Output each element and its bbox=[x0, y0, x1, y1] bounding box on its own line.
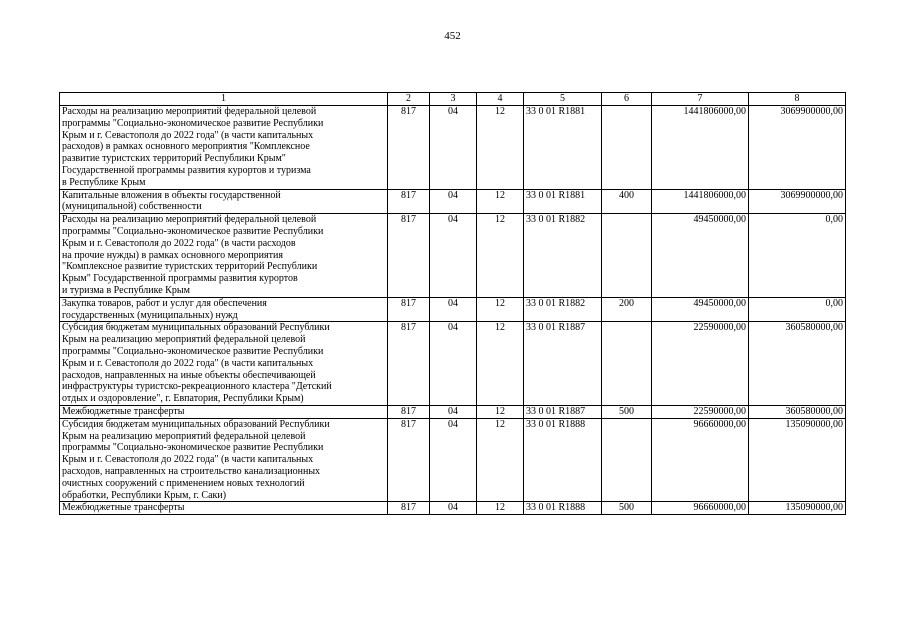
amount-year-2: 360580000,00 bbox=[749, 405, 846, 418]
section-code: 04 bbox=[430, 322, 477, 406]
target-article-code: 33 0 01 R1887 bbox=[524, 405, 602, 418]
target-article-code: 33 0 01 R1888 bbox=[524, 502, 602, 515]
row-description bbox=[60, 322, 388, 406]
column-header-2: 2 bbox=[388, 93, 430, 106]
ministry-code: 817 bbox=[388, 502, 430, 515]
amount-year-1: 96660000,00 bbox=[652, 418, 749, 502]
page-number: 452 bbox=[444, 30, 461, 42]
description-line: и туризма в Республике Крым bbox=[62, 284, 190, 296]
budget-table bbox=[59, 92, 846, 515]
subsection-code: 12 bbox=[477, 189, 524, 214]
description-line: Расходы на реализацию мероприятий федеральной целевой bbox=[62, 106, 317, 117]
target-article-code: 33 0 01 R1887 bbox=[524, 322, 602, 406]
column-header-4: 4 bbox=[477, 93, 524, 106]
table-row bbox=[60, 106, 846, 190]
column-header-3: 3 bbox=[430, 93, 477, 106]
description-line: Крым на реализацию мероприятий федеральной целевой bbox=[62, 430, 306, 442]
section-code: 04 bbox=[430, 418, 477, 502]
amount-year-1: 49450000,00 bbox=[652, 297, 749, 322]
description-line: программы "Социально-экономическое развитие Республики bbox=[62, 442, 324, 454]
description-line: Субсидия бюджетам муниципальных образований Республики bbox=[62, 322, 330, 334]
column-number-row bbox=[60, 93, 846, 106]
subsection-code: 12 bbox=[477, 106, 524, 190]
description-line: (муниципальной) собственности bbox=[62, 201, 202, 213]
expense-type-code bbox=[602, 106, 652, 190]
description-line: Межбюджетные трансферты bbox=[62, 502, 185, 514]
row-description bbox=[60, 405, 388, 418]
column-header-8: 8 bbox=[749, 93, 846, 106]
expense-type-code bbox=[602, 418, 652, 502]
column-header-1: 1 bbox=[60, 93, 388, 106]
target-article-code: 33 0 01 R1882 bbox=[524, 214, 602, 298]
ministry-code: 817 bbox=[388, 106, 430, 190]
target-article-code: 33 0 01 R1888 bbox=[524, 418, 602, 502]
description-line: на прочие нужды) в рамках основного мероприятия bbox=[62, 249, 283, 261]
ministry-code: 817 bbox=[388, 297, 430, 322]
description-line: программы "Социально-экономическое развитие Республики bbox=[62, 225, 324, 237]
table-header bbox=[60, 93, 846, 106]
amount-year-1: 96660000,00 bbox=[652, 502, 749, 515]
description-line: Государственной программы развития курортов и туризма bbox=[62, 164, 311, 176]
table-row bbox=[60, 189, 846, 214]
subsection-code: 12 bbox=[477, 418, 524, 502]
description-line: Расходы на реализацию мероприятий федеральной целевой bbox=[62, 214, 317, 226]
row-description bbox=[60, 189, 388, 214]
amount-year-1: 1441806000,00 bbox=[652, 189, 749, 214]
description-line: Капитальные вложения в объекты государственной bbox=[62, 189, 281, 201]
amount-year-2: 3069900000,00 bbox=[749, 106, 846, 190]
amount-year-2: 3069900000,00 bbox=[749, 189, 846, 214]
description-line: отдых и оздоровление", г. Евпатория, Республики Крым) bbox=[62, 393, 304, 405]
expense-type-code bbox=[602, 322, 652, 406]
ministry-code: 817 bbox=[388, 405, 430, 418]
subsection-code: 12 bbox=[477, 297, 524, 322]
expense-type-code bbox=[602, 214, 652, 298]
row-description bbox=[60, 297, 388, 322]
amount-year-2: 135090000,00 bbox=[749, 502, 846, 515]
target-article-code: 33 0 01 R1881 bbox=[524, 189, 602, 214]
column-header-5: 5 bbox=[524, 93, 602, 106]
row-description bbox=[60, 214, 388, 298]
description-line: программы "Социально-экономическое развитие Республики bbox=[62, 117, 324, 129]
description-line: программы "Социально-экономическое развитие Республики bbox=[62, 345, 324, 357]
ministry-code: 817 bbox=[388, 189, 430, 214]
table-row bbox=[60, 297, 846, 322]
description-line: развитие туристских территорий Республики Крым" bbox=[62, 153, 286, 165]
table-row bbox=[60, 418, 846, 502]
description-line: расходов, направленных на иные объекты обеспечивающей bbox=[62, 369, 316, 381]
column-header-7: 7 bbox=[652, 93, 749, 106]
row-description bbox=[60, 106, 388, 190]
description-line: расходов, направленных на строительство канализационных bbox=[62, 465, 321, 477]
target-article-code: 33 0 01 R1882 bbox=[524, 297, 602, 322]
table-row bbox=[60, 322, 846, 406]
description-line: Крым и г. Севастополя до 2022 года" (в части капитальных bbox=[62, 454, 314, 466]
amount-year-1: 22590000,00 bbox=[652, 322, 749, 406]
amount-year-2: 360580000,00 bbox=[749, 322, 846, 406]
table-body bbox=[60, 106, 846, 515]
expense-type-code: 200 bbox=[602, 297, 652, 322]
row-description bbox=[60, 502, 388, 515]
description-line: Крым и г. Севастополя до 2022 года" (в части капитальных bbox=[62, 357, 314, 369]
description-line: инфраструктуры туристско-рекреационного кластера "Детский bbox=[62, 381, 332, 393]
table-row bbox=[60, 502, 846, 515]
expense-type-code: 500 bbox=[602, 502, 652, 515]
description-line: Субсидия бюджетам муниципальных образований Республики bbox=[62, 418, 330, 430]
ministry-code: 817 bbox=[388, 418, 430, 502]
description-line: Крым и г. Севастополя до 2022 года" (в части расходов bbox=[62, 237, 296, 249]
amount-year-1: 22590000,00 bbox=[652, 405, 749, 418]
description-line: в Республике Крым bbox=[62, 176, 146, 188]
amount-year-1: 1441806000,00 bbox=[652, 106, 749, 190]
amount-year-2: 135090000,00 bbox=[749, 418, 846, 502]
expense-type-code: 500 bbox=[602, 405, 652, 418]
description-line: очистных сооружений с применением новых технологий bbox=[62, 477, 305, 489]
section-code: 04 bbox=[430, 405, 477, 418]
section-code: 04 bbox=[430, 106, 477, 190]
subsection-code: 12 bbox=[477, 405, 524, 418]
description-line: государственных (муниципальных) нужд bbox=[62, 309, 238, 321]
amount-year-2: 0,00 bbox=[749, 214, 846, 298]
description-line: Крым и г. Севастополя до 2022 года" (в части капитальных bbox=[62, 129, 314, 141]
ministry-code: 817 bbox=[388, 322, 430, 406]
description-line: "Комплексное развитие туристских территорий Республики bbox=[62, 261, 318, 273]
description-line: расходов) в рамках основного мероприятия "Комплексное bbox=[62, 141, 310, 153]
description-line: обработки, Республики Крым, г. Саки) bbox=[62, 489, 227, 501]
target-article-code: 33 0 01 R1881 bbox=[524, 106, 602, 190]
table-row bbox=[60, 214, 846, 298]
section-code: 04 bbox=[430, 297, 477, 322]
description-line: Закупка товаров, работ и услуг для обеспечения bbox=[62, 297, 267, 309]
section-code: 04 bbox=[430, 214, 477, 298]
amount-year-2: 0,00 bbox=[749, 297, 846, 322]
subsection-code: 12 bbox=[477, 214, 524, 298]
description-line: Крым на реализацию мероприятий федеральной целевой bbox=[62, 334, 306, 346]
section-code: 04 bbox=[430, 502, 477, 515]
description-line: Крым" Государственной программы развития курортов bbox=[62, 273, 298, 285]
description-line: Межбюджетные трансферты bbox=[62, 405, 185, 417]
subsection-code: 12 bbox=[477, 502, 524, 515]
ministry-code: 817 bbox=[388, 214, 430, 298]
table-row bbox=[60, 405, 846, 418]
section-code: 04 bbox=[430, 189, 477, 214]
subsection-code: 12 bbox=[477, 322, 524, 406]
column-header-6: 6 bbox=[602, 93, 652, 106]
row-description bbox=[60, 418, 388, 502]
amount-year-1: 49450000,00 bbox=[652, 214, 749, 298]
expense-type-code: 400 bbox=[602, 189, 652, 214]
